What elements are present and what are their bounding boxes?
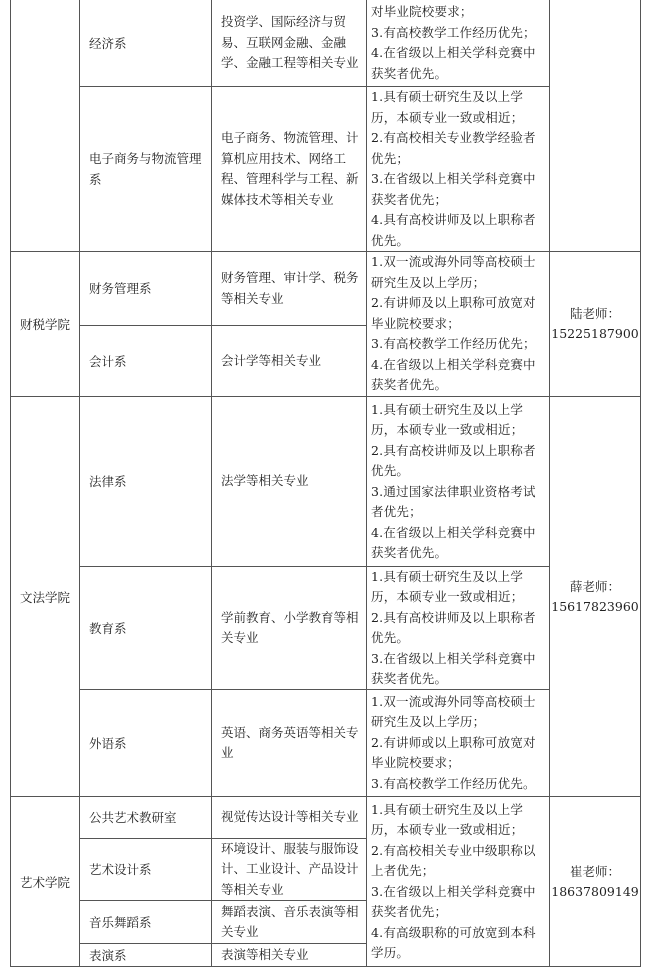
requirement-item: 2.有高校相关专业教学经验者优先； bbox=[371, 130, 536, 166]
contact-cell bbox=[550, 797, 641, 967]
department-name: 会计系 bbox=[89, 353, 127, 369]
requirement-item: 对毕业院校要求； bbox=[371, 4, 473, 19]
contact-text: 崔老师：18637809149 bbox=[551, 863, 639, 899]
requirement-item: 2.具有高校讲师及以上职称者优先。 bbox=[371, 609, 536, 645]
requirement-item: 4.在省级以上相关学科竞赛中获奖者优先。 bbox=[371, 524, 536, 560]
majors-text: 财务管理、审计学、税务等相关专业 bbox=[221, 270, 359, 306]
department-cell bbox=[80, 839, 212, 901]
majors-cell bbox=[212, 397, 367, 567]
department-name: 音乐舞蹈系 bbox=[89, 914, 152, 930]
requirement-item: 1.具有硕士研究生及以上学历，本硕专业一致或相近； bbox=[371, 401, 524, 437]
department-name: 法律系 bbox=[89, 474, 127, 489]
majors-cell bbox=[212, 87, 367, 252]
requirement-item: 3.在省级以上相关学科竞赛中获奖者优先。 bbox=[371, 650, 536, 686]
requirement-item: 2.有讲师或以上职称可放宽对毕业院校要求； bbox=[371, 734, 536, 771]
requirement-item: 3.在省级以上相关学科竞赛中获奖者优先； bbox=[371, 171, 536, 207]
majors-cell bbox=[212, 839, 367, 901]
school-name: 财税学院 bbox=[19, 317, 70, 332]
requirement-item: 4.在省级以上相关学科竞赛中获奖者优先。 bbox=[371, 356, 536, 393]
requirement-item: 1.具有硕士研究生及以上学历，本硕专业一致或相近； bbox=[371, 89, 524, 125]
department-name: 财务管理系 bbox=[89, 281, 152, 296]
department-name: 公共艺术教研室 bbox=[89, 810, 177, 825]
requirement-item: 4.具有高校讲师及以上职称者优先。 bbox=[371, 212, 536, 248]
majors-text: 英语、商务英语等相关专业 bbox=[221, 724, 359, 760]
majors-text: 会计学等相关专业 bbox=[221, 352, 322, 368]
majors-cell bbox=[212, 944, 367, 967]
department-name: 电子商务与物流管理系 bbox=[89, 151, 202, 187]
majors-text: 电子商务、物流管理、计算机应用技术、网络工程、管理科学与工程、新媒体技术等相关专业 bbox=[221, 130, 359, 207]
school-cell bbox=[10, 397, 80, 797]
requirements-cell bbox=[367, 0, 550, 87]
majors-text: 投资学、国际经济与贸易、互联网金融、金融学、金融工程等相关专业 bbox=[221, 14, 359, 71]
requirements-cell bbox=[367, 252, 550, 397]
requirement-item: 3.有高校教学工作经历优先； bbox=[371, 24, 536, 40]
requirement-item: 2.具有高校讲师及以上职称者优先。 bbox=[371, 442, 536, 478]
department-name: 表演系 bbox=[89, 947, 127, 963]
majors-text: 法学等相关专业 bbox=[221, 473, 309, 489]
requirement-item: 4.在省级以上相关学科竞赛中获奖者优先。 bbox=[371, 45, 536, 81]
department-cell bbox=[80, 690, 212, 797]
department-cell bbox=[80, 397, 212, 567]
department-name: 外语系 bbox=[89, 735, 127, 751]
requirement-item: 4.有高级职称的可放宽到本科学历。 bbox=[371, 924, 536, 960]
majors-cell bbox=[212, 901, 367, 944]
department-name: 教育系 bbox=[89, 620, 127, 636]
majors-text: 视觉传达设计等相关专业 bbox=[221, 809, 359, 825]
majors-cell bbox=[212, 567, 367, 690]
department-cell bbox=[80, 567, 212, 690]
contact-cell bbox=[550, 397, 641, 797]
department-cell bbox=[80, 252, 212, 326]
majors-cell bbox=[212, 0, 367, 87]
requirements-cell bbox=[367, 797, 550, 967]
requirement-item: 3.通过国家法律职业资格考试者优先； bbox=[371, 483, 536, 519]
department-cell bbox=[80, 326, 212, 397]
requirement-item: 2.有讲师及以上职称可放宽对毕业院校要求； bbox=[371, 295, 536, 331]
majors-cell bbox=[212, 797, 367, 839]
department-cell bbox=[80, 87, 212, 252]
majors-text: 学前教育、小学教育等相关专业 bbox=[221, 609, 359, 645]
majors-cell bbox=[212, 326, 367, 397]
majors-text: 表演等相关专业 bbox=[221, 946, 309, 962]
school-cell bbox=[10, 0, 80, 252]
school-cell bbox=[10, 252, 80, 397]
requirements-cell bbox=[367, 690, 550, 797]
contact-cell bbox=[550, 0, 641, 252]
school-cell bbox=[10, 797, 80, 967]
majors-text: 环境设计、服装与服饰设计、工业设计、产品设计等相关专业 bbox=[221, 840, 359, 897]
requirement-item: 3.有高校教学工作经历优先； bbox=[371, 336, 536, 352]
requirement-item: 1.双一流或海外同等高校硕士研究生及以上学历； bbox=[371, 693, 536, 730]
department-name: 经济系 bbox=[89, 35, 127, 51]
requirement-item: 1.具有硕士研究生及以上学历，本硕专业一致或相近； bbox=[371, 568, 524, 604]
majors-cell bbox=[212, 690, 367, 797]
requirement-item: 3.在省级以上相关学科竞赛中获奖者优先； bbox=[371, 883, 536, 919]
department-name: 艺术设计系 bbox=[89, 862, 152, 877]
contact-text: 薛老师：15617823960 bbox=[551, 578, 639, 614]
requirements-cell bbox=[367, 567, 550, 690]
department-cell bbox=[80, 0, 212, 87]
requirement-item: 2.有高校相关专业中级职称以上者优先； bbox=[371, 842, 536, 878]
department-cell bbox=[80, 901, 212, 944]
requirement-item: 1.具有硕士研究生及以上学历，本硕专业一致或相近； bbox=[371, 801, 524, 837]
requirements-cell bbox=[367, 87, 550, 252]
majors-text: 舞蹈表演、音乐表演等相关专业 bbox=[221, 903, 359, 939]
requirement-item: 3.有高校教学工作经历优先。 bbox=[371, 775, 536, 791]
school-name: 艺术学院 bbox=[19, 874, 70, 890]
contact-cell bbox=[550, 252, 641, 397]
majors-cell bbox=[212, 252, 367, 326]
requirement-item: 1.双一流或海外同等高校硕士研究生及以上学历； bbox=[371, 254, 536, 290]
contact-text: 陆老师：15225187900 bbox=[551, 306, 639, 341]
requirements-cell bbox=[367, 397, 550, 567]
department-cell bbox=[80, 944, 212, 967]
school-name: 文法学院 bbox=[19, 589, 70, 605]
department-cell bbox=[80, 797, 212, 839]
